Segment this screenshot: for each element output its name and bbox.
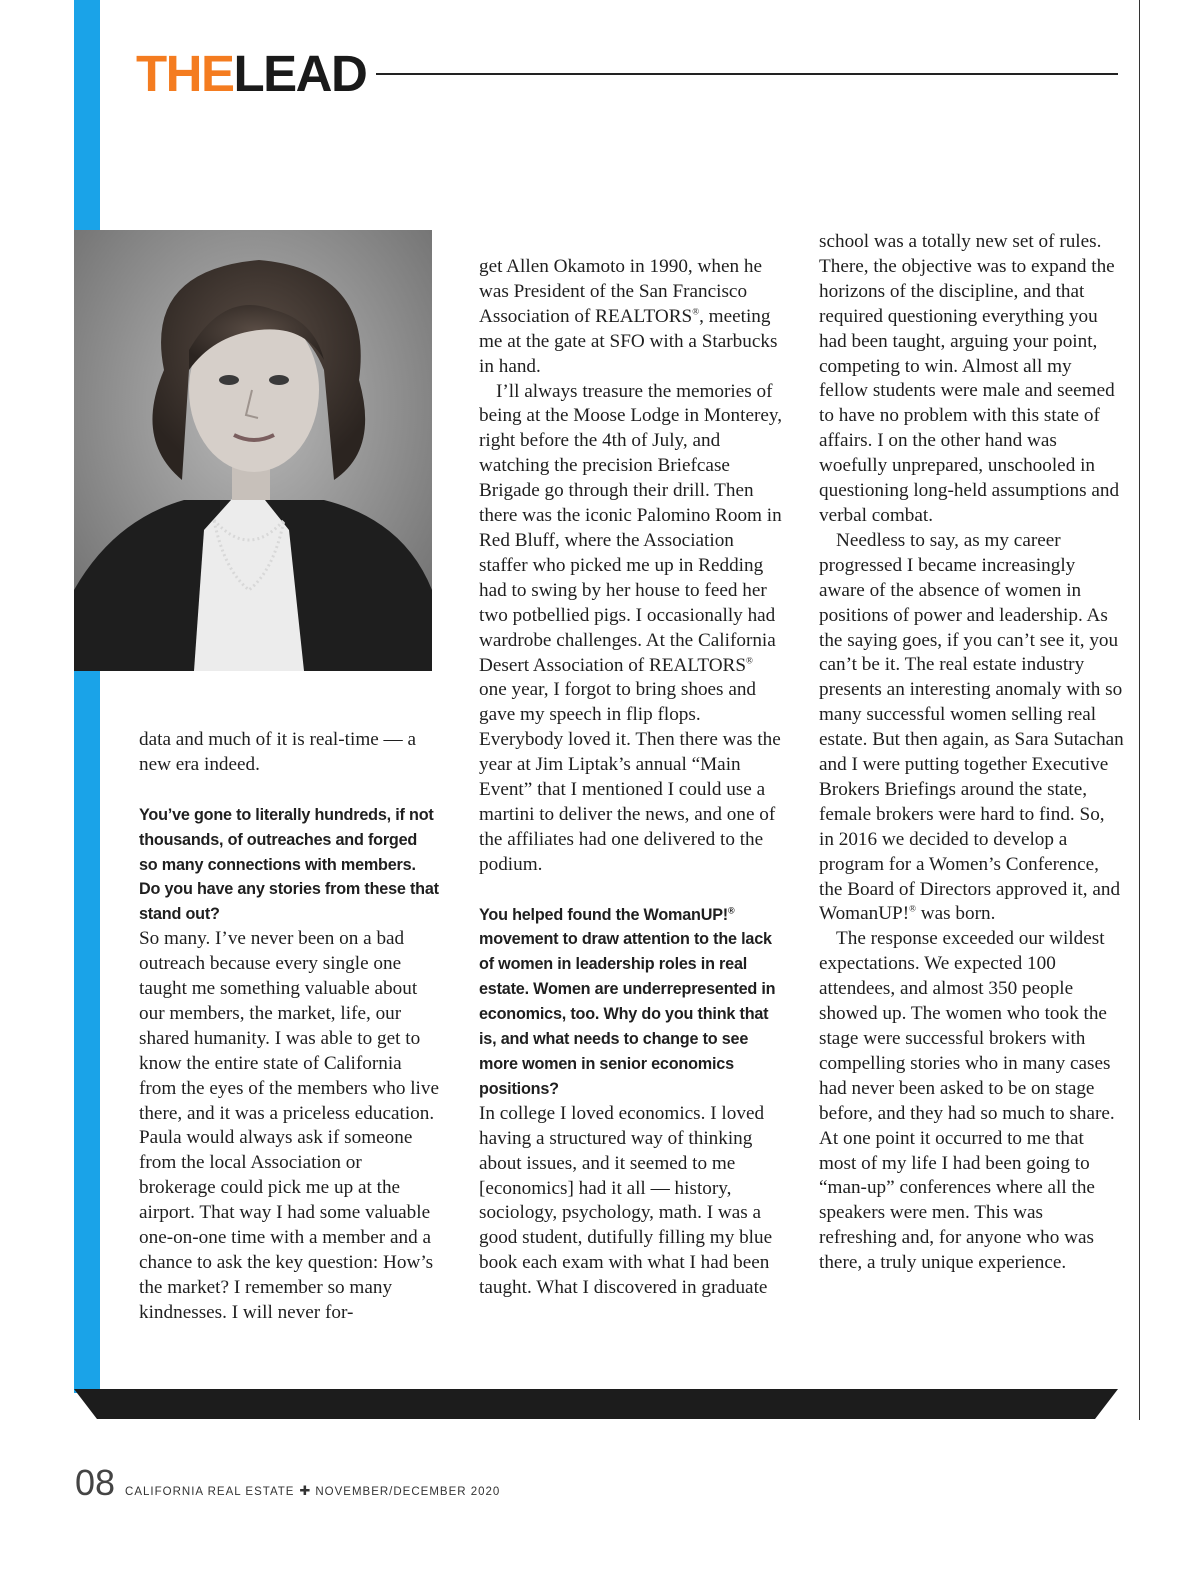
section-title [136,45,367,102]
portrait-illustration [74,230,432,671]
plus-separator-icon: ✚ [299,1483,311,1498]
paragraph: The response exceeded our wildest expectations. We expected 100 attendees, and almost 350 people showed up. The women who took the stage were successful brokers with compelling stories who in many cases had never been asked to be on stage before, and they had so much to share. At one point it occurred to me that most of my life I had been going to “man-up” conferences where all the speakers were men. This was refreshing and, for anyone who was there, a truly unique experience. [819,928,1115,1274]
paragraph: get Allen Okamoto in 1990, when he was President of the San Francisco Association of REALTORS®, meeting me at the gate at SFO with a Starbucks in hand. [479,256,778,377]
article-column-2 [479,255,784,1301]
footer-band [74,1389,1118,1419]
page-number: 08 [75,1462,116,1503]
section-title-the: THE [136,45,234,102]
publication-name: CALIFORNIA REAL ESTATE [125,1486,295,1498]
paragraph: In college I loved economics. I loved having a structured way of thinking about issues, and it seemed to me [economics] had it all — history, sociology, psychology, math. I was a good student, dutifully filling my blue book each exam with what I had been taught. What I discovered in graduate [479,1102,773,1299]
article-column-1 [139,728,439,1326]
interview-question: You helped found the WomanUP!® movement to draw attention to the lack of women in leadership roles in real estate. Women are underrepresented in economics, too. Why do you think that is, and what needs to change to see more women in senior economics positions? [479,905,776,1098]
issue-date: NOVEMBER/DECEMBER 2020 [315,1486,501,1498]
page-footer [75,1462,500,1504]
paragraph: Needless to say, as my career progressed I became increasingly aware of the absence of women in positions of power and leadership. As the saying goes, if you can’t see it, you can’t be it. The real estate industry presents an interesting anomaly with so many successful women selling real estate. But then again, as Sara Sutachan and I were putting together Executive Brokers Briefings around the state, female brokers were hard to find. So, in 2016 we decided to develop a program for a Women’s Conference, the Board of Directors approved it, and WomanUP!® was born. [819,529,1124,925]
paragraph: So many. I’ve never been on a bad outreach because every single one taught me something valuable about our members, the market, life, our shared humanity. I was able to get to know the entire state of California from the eyes of the members who live there, and it was a priceless education. Paula would always ask if someone from the local Association or brokerage could pick me up at the airport. That way I had some valuable one-on-one time with a member and a chance to ask the key question: How’s the market? I remember so many kindnesses. I will never for- [139,928,439,1323]
accent-bar [74,0,100,1393]
portrait-photo [74,230,432,671]
paragraph: school was a totally new set of rules. There, the objective was to expand the horizons of the discipline, and that required questioning everything you had been taught, arguing your point, competing to win. Almost all my fellow students were male and seemed to have no problem with this state of affairs. I on the other hand was woefully unprepared, unschooled in questioning long-held assumptions and verbal combat. [819,231,1120,526]
interview-question: You’ve gone to literally hundreds, if not thousands, of outreaches and forged so many connections with members. Do you have any stories from these that stand out? [139,805,439,924]
section-title-lead: LEAD [233,45,367,102]
page-edge-rule [1139,0,1140,1420]
paragraph: I’ll always treasure the memories of being at the Moose Lodge in Monterey, right before the 4th of July, and watching the precision Briefcase Brigade go through their drill. Then there was the iconic Palomino Room in Red Bluff, where the Association staffer who picked me up in Redding had to swing by her house to feed her two potbellied pigs. I occasionally had wardrobe challenges. At the California Desert Association of REALTORS® one year, I forgot to bring shoes and gave my speech in flip flops. Everybody loved it. Then there was the year at Jim Liptak’s annual “Main Event” that I mentioned I could use a martini to deliver the news, and one of the affiliates had one delivered to the podium. [479,380,783,875]
article-column-3 [819,230,1124,1276]
header-rule [376,73,1118,75]
paragraph: data and much of it is real-time — a new era indeed. [139,729,417,775]
